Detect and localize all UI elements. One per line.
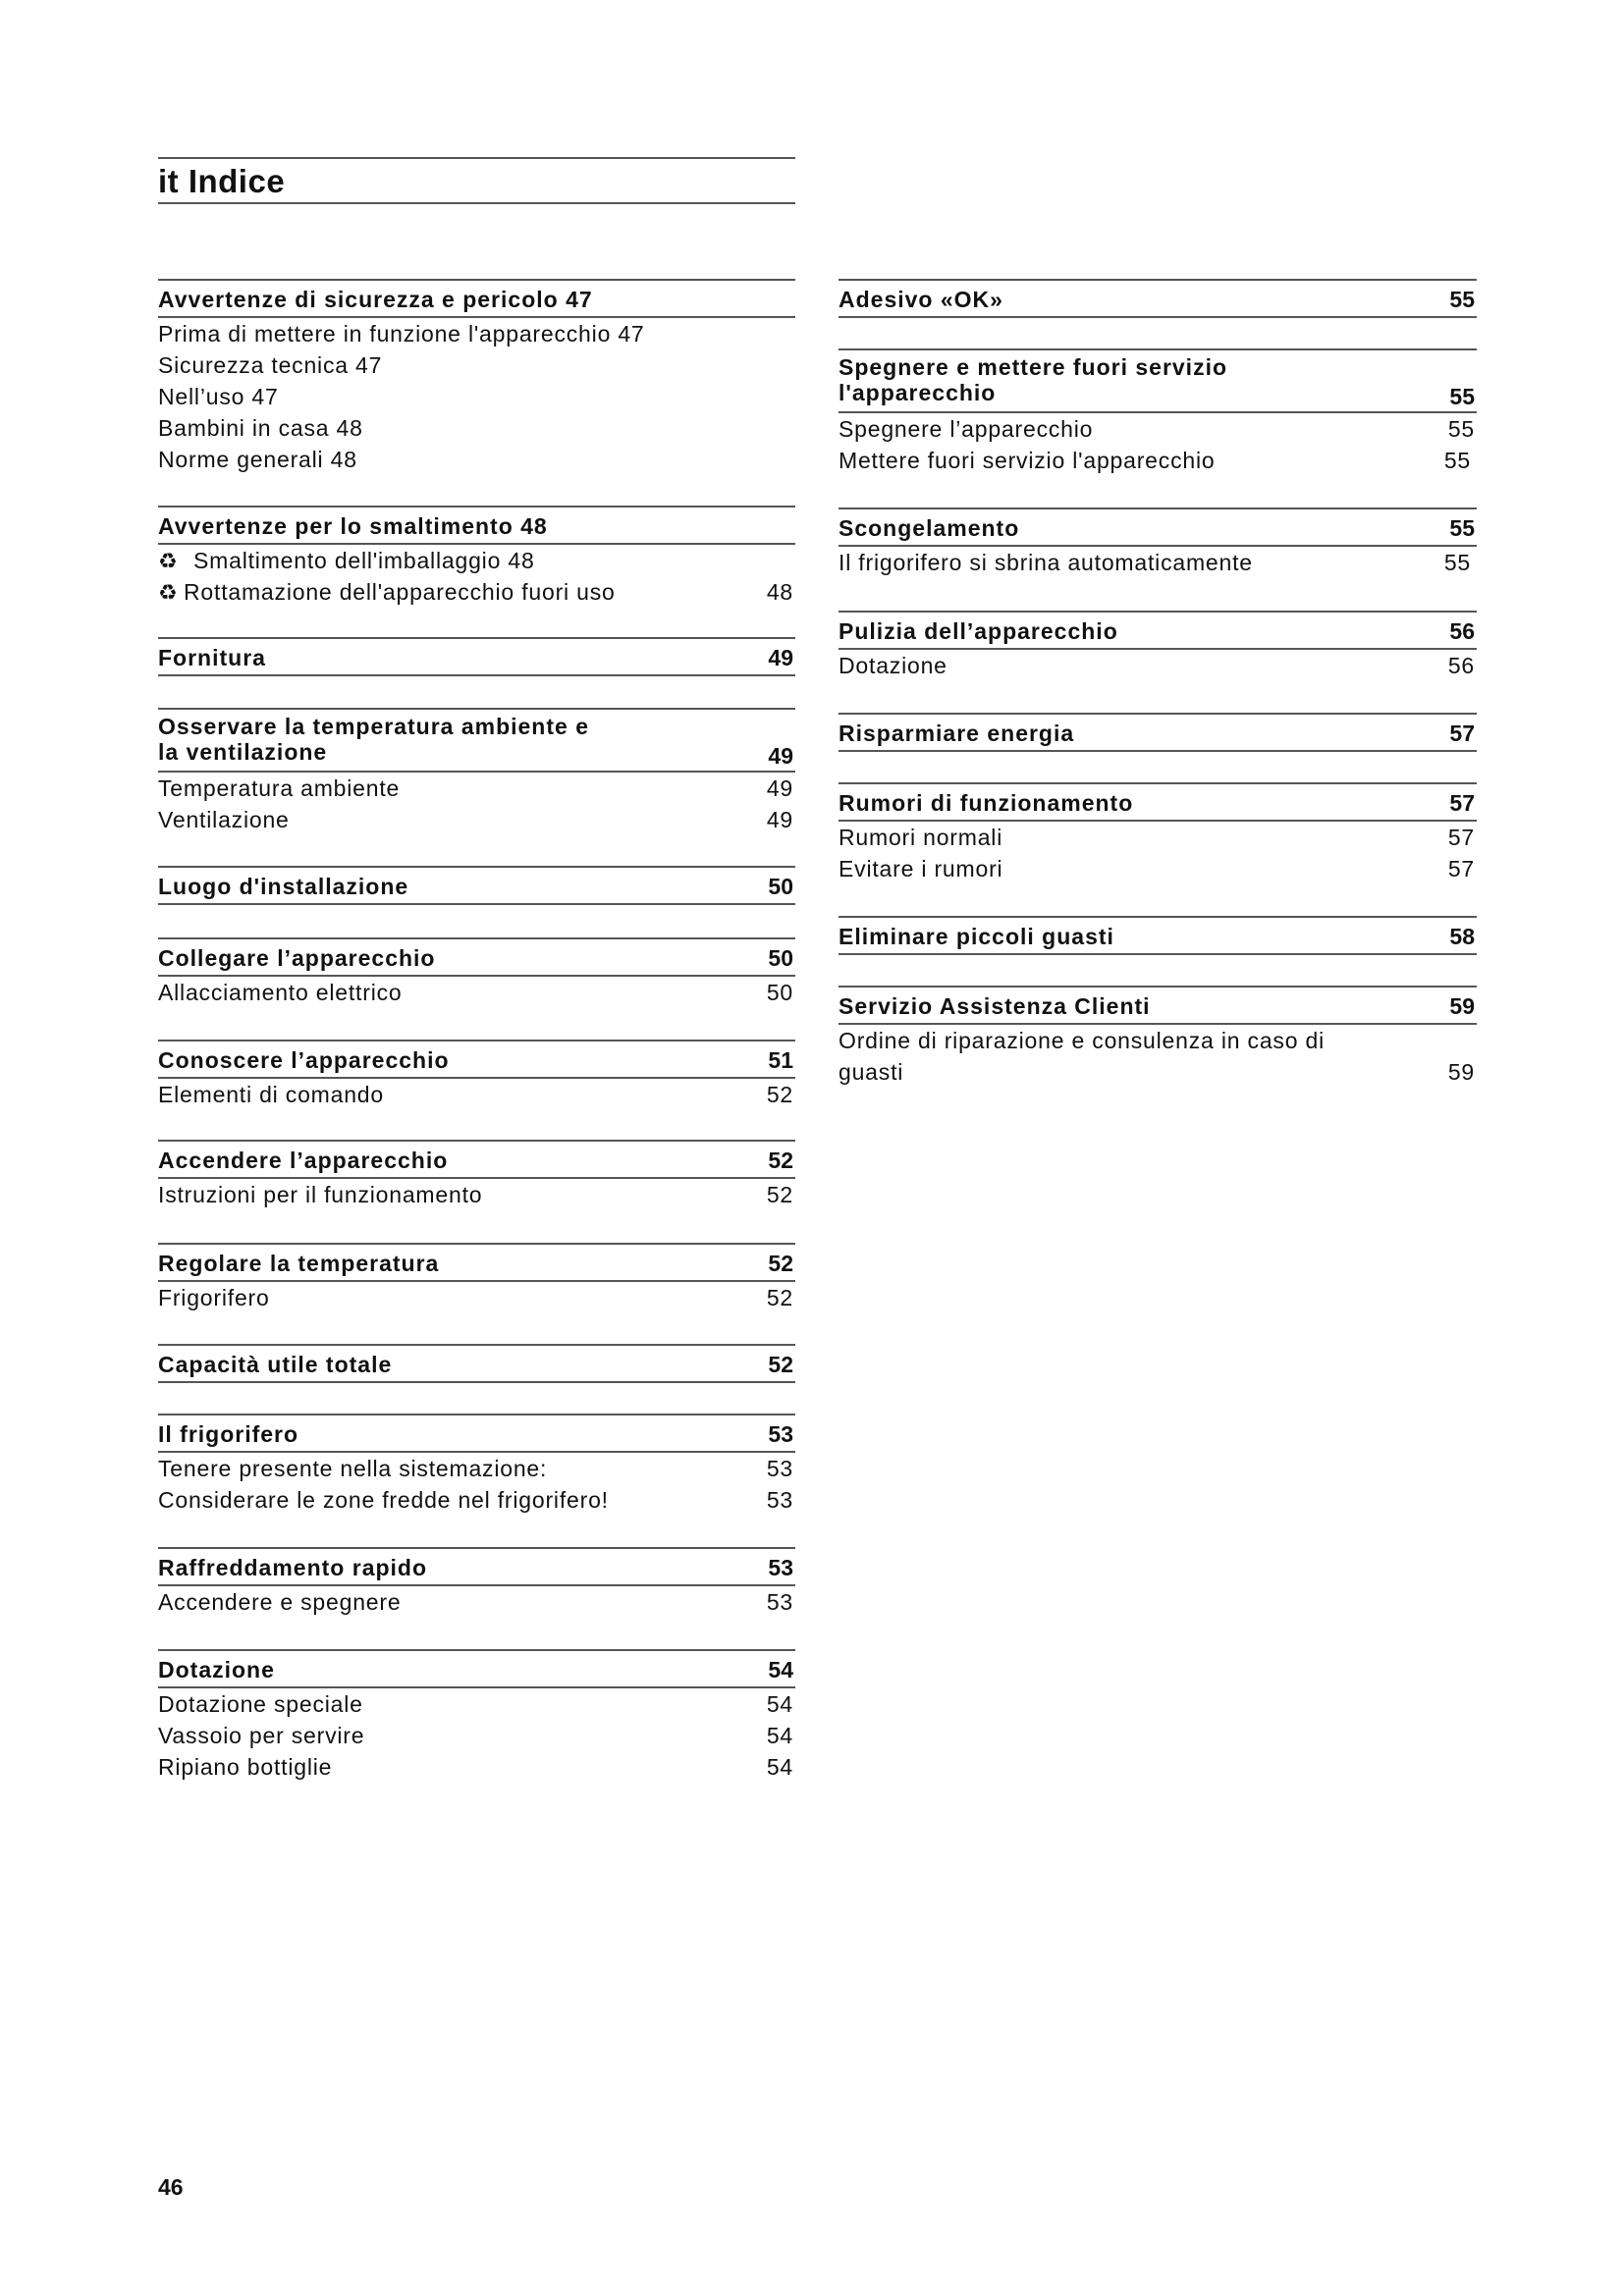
toc-section-heading[interactable] [158,866,795,905]
section-page: 53 [768,1555,793,1580]
toc-section [158,1547,795,1618]
entry-page: 52 [766,1285,793,1310]
section-page: 50 [768,945,793,971]
toc-section-heading[interactable] [158,637,795,676]
section-page: 49 [768,743,793,769]
toc-entry[interactable] [158,804,795,835]
toc-section-heading[interactable] [158,1040,795,1079]
toc-section-heading[interactable] [158,1547,795,1586]
section-title: Raffreddamento rapido [158,1555,428,1580]
section-title: Il frigorifero [158,1421,299,1447]
entry-label: Istruzioni per il funzionamento [158,1182,483,1207]
toc-entry[interactable] [158,545,795,576]
toc-section-heading[interactable] [839,279,1477,318]
toc-section-heading[interactable] [839,348,1477,413]
toc-entry[interactable] [158,318,795,349]
entry-label: Nell’uso 47 [158,384,279,409]
section-title: Regolare la temperatura [158,1251,440,1276]
entry-page: 53 [766,1487,793,1513]
entry-page: 48 [766,579,793,605]
entry-page: 53 [766,1589,793,1615]
toc-section-heading[interactable] [158,1243,795,1282]
toc-section [839,611,1477,681]
entry-label: Elementi di comando [158,1082,384,1107]
entry-label: Spegnere l’apparecchio [839,416,1094,442]
toc-section [158,866,795,905]
entry-label: Considerare le zone fredde nel frigorifero! [158,1487,609,1513]
entry-page: 49 [766,775,793,801]
section-title: Risparmiare energia [839,721,1075,746]
entry-label: Il frigorifero si sbrina automaticamente [839,550,1253,575]
entry-page: 53 [766,1456,793,1481]
entry-page: 49 [766,807,793,832]
toc-entry[interactable] [158,1484,795,1516]
section-title: Pulizia dell’apparecchio [839,618,1118,644]
entry-page: 52 [766,1082,793,1107]
toc-entry[interactable] [839,853,1477,884]
toc-section-heading[interactable] [839,916,1477,955]
entry-label: Dotazione speciale [158,1691,363,1717]
section-page: 57 [1449,790,1475,816]
entry-page: 57 [1447,825,1475,850]
toc-section-heading[interactable] [158,279,795,318]
toc-section [839,507,1477,578]
toc-section [158,506,795,608]
entry-label: Ventilazione [158,807,290,832]
recycle-icon: ♻ [158,549,179,573]
toc-section-heading[interactable] [839,713,1477,752]
toc-entry[interactable] [839,413,1477,445]
entry-page: 59 [1447,1059,1475,1085]
toc-section-heading[interactable] [158,1414,795,1453]
toc-entry[interactable] [158,1586,795,1618]
section-page: 50 [768,874,793,899]
section-page: 55 [1449,384,1475,409]
toc-entry[interactable] [158,977,795,1008]
section-title: Osservare la temperatura ambiente e la ventilazione [158,714,589,765]
section-title: Avvertenze di sicurezza e pericolo 47 [158,287,593,312]
section-page: 57 [1449,721,1475,746]
entry-page: 55 [1443,448,1471,473]
entry-label: Mettere fuori servizio l'apparecchio [839,448,1216,473]
toc-section [839,713,1477,752]
entry-page: 55 [1443,550,1471,575]
page-number: 46 [158,2174,184,2200]
section-title: Fornitura [158,645,266,670]
entry-page: 54 [766,1754,793,1780]
entry-page: 52 [766,1182,793,1207]
section-title: Dotazione [158,1657,275,1682]
page-title: it Indice [158,163,286,199]
toc-section-heading[interactable] [839,782,1477,822]
toc-title-block [158,157,795,204]
toc-section [839,782,1477,884]
section-title: Servizio Assistenza Clienti [839,993,1151,1019]
toc-entry[interactable] [158,444,795,475]
entry-label: Accendere e spegnere [158,1589,402,1615]
toc-entry[interactable] [158,1079,795,1110]
toc-section [158,279,795,475]
section-page: 54 [768,1657,793,1682]
section-title: Accendere l’apparecchio [158,1148,449,1173]
entry-page: 57 [1447,856,1475,881]
toc-section-heading[interactable] [158,506,795,545]
entry-page: 54 [766,1691,793,1717]
toc-section-heading[interactable] [158,1649,795,1688]
toc-section-heading[interactable] [158,937,795,977]
toc-section-heading[interactable] [158,708,795,773]
section-page: 49 [768,645,793,670]
entry-label: Norme generali 48 [158,447,357,472]
entry-label: Temperatura ambiente [158,775,401,801]
section-page: 58 [1449,924,1475,949]
section-title: Adesivo «OK» [839,287,1003,312]
entry-label: Allacciamento elettrico [158,980,403,1005]
toc-section [158,708,795,835]
toc-section [839,279,1477,318]
toc-section-heading[interactable] [158,1344,795,1383]
section-title: Rumori di funzionamento [839,790,1134,816]
toc-entry[interactable] [839,1025,1477,1088]
entry-label: Prima di mettere in funzione l'apparecchio 47 [158,321,645,347]
toc-entry[interactable] [158,1751,795,1783]
toc-entry[interactable] [158,412,795,444]
entry-page: 55 [1447,416,1475,442]
toc-section [158,1140,795,1210]
recycle-icon: ♻ [158,580,179,605]
entry-page: 54 [766,1723,793,1748]
toc-section [158,1649,795,1783]
toc-section [158,937,795,1008]
section-title: Scongelamento [839,515,1020,541]
toc-section [839,916,1477,955]
toc-entry[interactable] [158,773,795,804]
section-page: 56 [1449,618,1475,644]
entry-label: Tenere presente nella sistemazione: [158,1456,548,1481]
entry-label: Rumori normali [839,825,1003,850]
entry-label: Vassoio per servire [158,1723,365,1748]
section-page: 52 [768,1352,793,1377]
toc-entry[interactable] [158,381,795,412]
toc-entry[interactable] [158,1282,795,1313]
entry-page: 50 [766,980,793,1005]
toc-entry[interactable] [839,445,1477,476]
toc-section-heading[interactable] [839,986,1477,1025]
section-title: Spegnere e mettere fuori servizio l'apparecchio [839,354,1228,405]
toc-section [158,637,795,676]
entry-label: Bambini in casa 48 [158,415,363,441]
section-title: Conoscere l’apparecchio [158,1047,450,1073]
entry-label: Rottamazione dell'apparecchio fuori uso [184,579,616,605]
toc-entry[interactable] [158,1720,795,1751]
section-page: 51 [768,1047,793,1073]
toc-section-heading[interactable] [839,507,1477,547]
entry-label: Frigorifero [158,1285,270,1310]
toc-entry[interactable] [158,1179,795,1210]
entry-label: Ordine di riparazione e consulenza in caso di guasti [839,1028,1325,1085]
toc-entry[interactable] [158,1688,795,1720]
toc-section-heading[interactable] [839,611,1477,650]
toc-entry[interactable] [839,547,1477,578]
section-title: Avvertenze per lo smaltimento 48 [158,513,548,539]
toc-entry[interactable] [158,349,795,381]
section-page: 53 [768,1421,793,1447]
toc-section [158,1040,795,1110]
section-page: 59 [1449,993,1475,1019]
section-title: Collegare l’apparecchio [158,945,436,971]
toc-entry[interactable] [839,650,1477,681]
entry-label: Dotazione [839,653,947,678]
section-title: Eliminare piccoli guasti [839,924,1114,949]
toc-section [158,1414,795,1516]
toc-entry[interactable] [839,822,1477,853]
section-page: 52 [768,1148,793,1173]
toc-section [158,1243,795,1313]
entry-label: Sicurezza tecnica 47 [158,352,383,378]
entry-label: Smaltimento dell'imballaggio 48 [193,548,535,573]
section-title: Capacità utile totale [158,1352,393,1377]
section-page: 52 [768,1251,793,1276]
section-page: 55 [1449,515,1475,541]
toc-entry[interactable] [158,576,795,608]
entry-label: Ripiano bottiglie [158,1754,333,1780]
toc-section [839,348,1477,476]
toc-section-heading[interactable] [158,1140,795,1179]
entry-label: Evitare i rumori [839,856,1003,881]
toc-section [158,1344,795,1383]
toc-entry[interactable] [158,1453,795,1484]
entry-page: 56 [1447,653,1475,678]
section-title: Luogo d'installazione [158,874,409,899]
toc-section [839,986,1477,1088]
section-page: 55 [1449,287,1475,312]
